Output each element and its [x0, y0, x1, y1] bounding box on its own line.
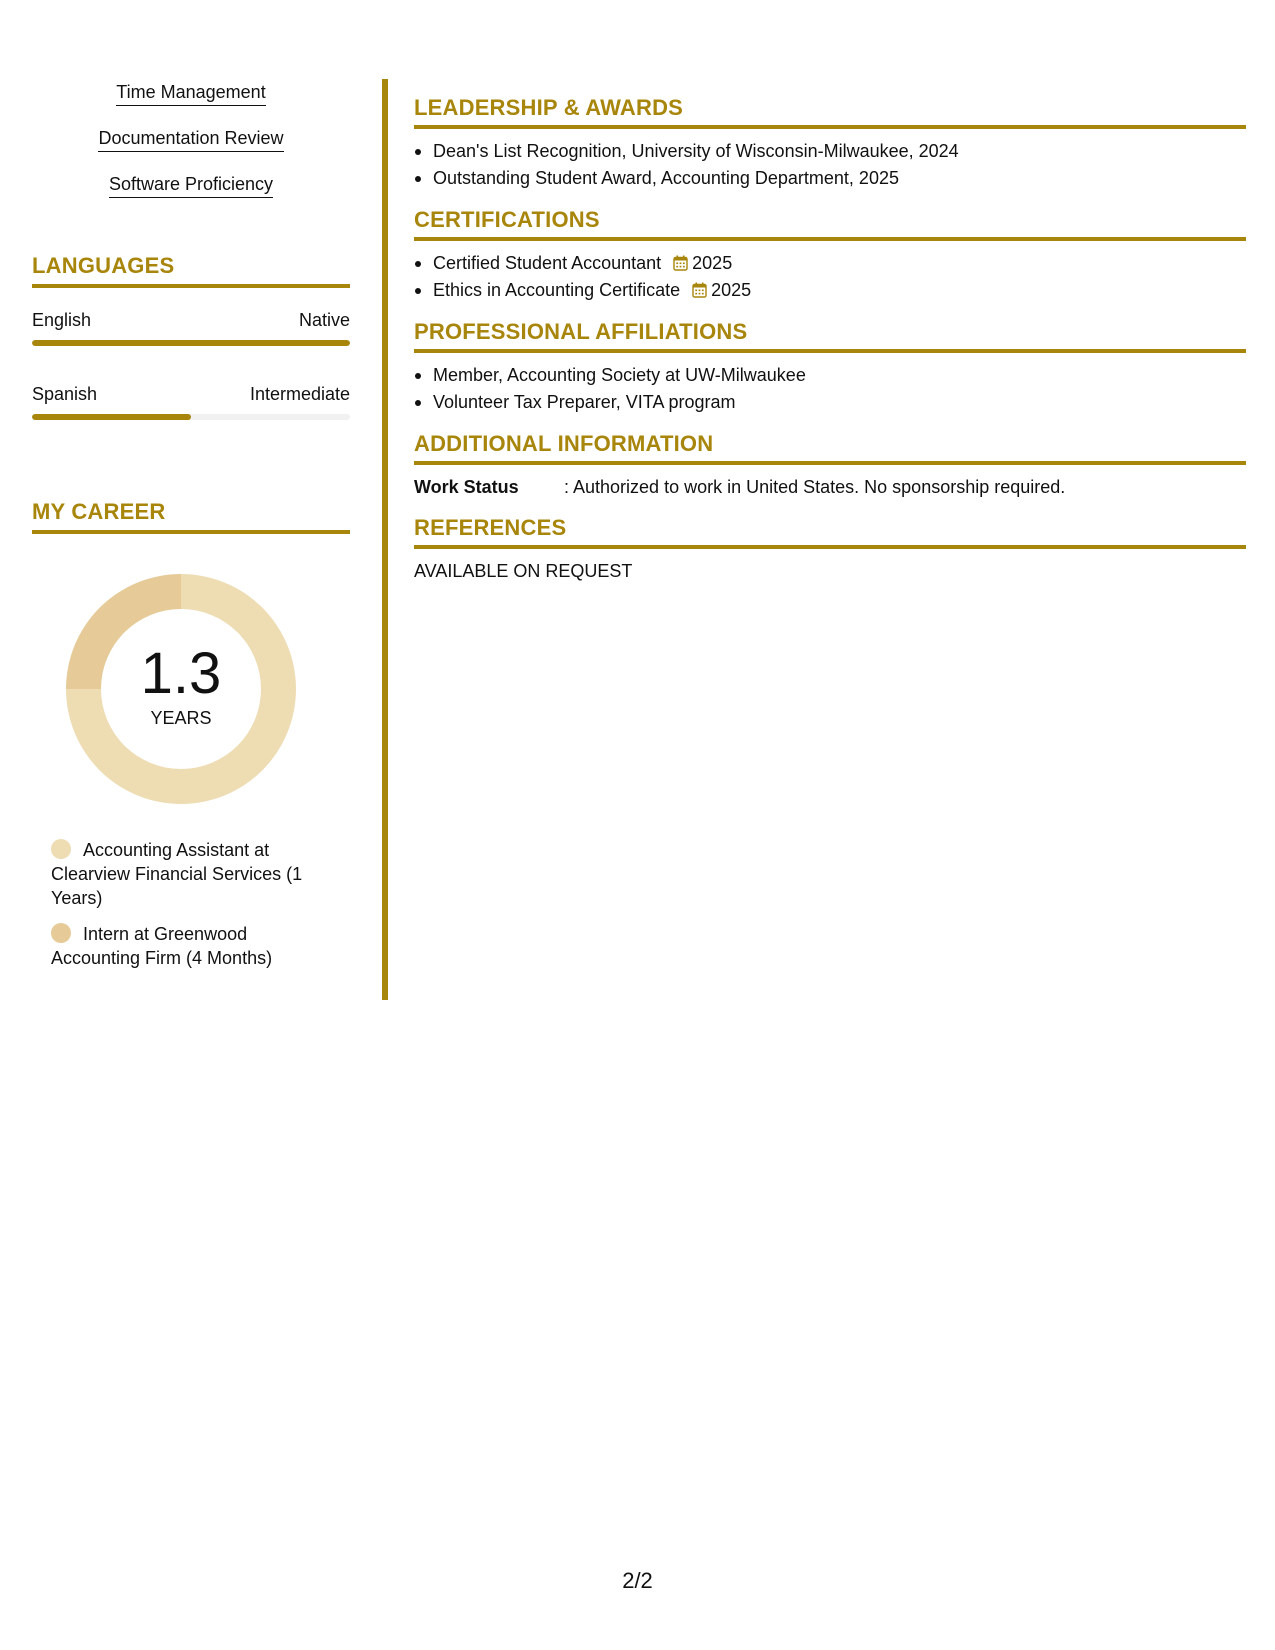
languages-title: LANGUAGES — [32, 252, 350, 288]
list-item — [414, 277, 1246, 304]
language-proficiency-fill — [32, 340, 350, 346]
work-status-value: : Authorized to work in United States. No sponsorship required. — [564, 477, 1066, 497]
references-section — [414, 514, 1246, 584]
skills-list — [32, 80, 350, 218]
career-title: MY CAREER — [32, 498, 350, 534]
certification-name: Ethics in Accounting Certificate — [433, 280, 681, 300]
legend-label: Intern at Greenwood Accounting Firm (4 Months) — [51, 924, 273, 968]
language-name: Spanish — [32, 384, 98, 404]
references-text: AVAILABLE ON REQUEST — [414, 561, 633, 581]
list-item: Outstanding Student Award, Accounting Department, 2025 — [414, 165, 1246, 192]
list-item: Dean's List Recognition, University of Wisconsin-Milwaukee, 2024 — [414, 138, 1246, 165]
calendar-icon — [673, 255, 688, 271]
page-number: 2/2 — [622, 1568, 653, 1593]
right-column — [414, 94, 1246, 598]
left-column — [32, 80, 350, 982]
career-section — [32, 498, 350, 970]
affiliations-title: PROFESSIONAL AFFILIATIONS — [414, 318, 1246, 353]
certification-year: 2025 — [711, 280, 752, 300]
references-title: REFERENCES — [414, 514, 1246, 549]
list-item: Volunteer Tax Preparer, VITA program — [414, 389, 1246, 416]
legend-label: Accounting Assistant at Clearview Financial Services (1 Years) — [51, 840, 303, 908]
legend-dot — [51, 923, 71, 943]
affiliations-list — [414, 362, 1246, 416]
work-status-label: Work Status — [414, 477, 519, 497]
skill-item: Software Proficiency — [109, 172, 273, 198]
work-status-row — [414, 474, 1246, 500]
calendar-icon — [692, 282, 707, 298]
list-item: Member, Accounting Society at UW-Milwaukee — [414, 362, 1246, 389]
language-level: Intermediate — [249, 384, 350, 404]
language-proficiency-bar — [32, 340, 350, 346]
additional-info-title: ADDITIONAL INFORMATION — [414, 430, 1246, 465]
legend-item — [51, 922, 312, 970]
language-proficiency-bar — [32, 414, 350, 420]
additional-info-section — [414, 430, 1246, 500]
leadership-list — [414, 138, 1246, 192]
skill-item: Time Management — [116, 80, 265, 106]
skill-item: Documentation Review — [98, 126, 283, 152]
language-item — [32, 382, 350, 420]
language-name: English — [32, 310, 92, 330]
certification-year: 2025 — [692, 253, 733, 273]
certifications-list — [414, 250, 1246, 304]
certifications-section — [414, 206, 1246, 304]
leadership-section — [414, 94, 1246, 192]
career-donut-chart — [66, 574, 296, 804]
language-proficiency-fill — [32, 414, 191, 420]
leadership-title: LEADERSHIP & AWARDS — [414, 94, 1246, 129]
languages-section — [32, 252, 350, 420]
affiliations-section — [414, 318, 1246, 416]
language-item — [32, 308, 350, 346]
career-total-unit: YEARS — [150, 708, 212, 728]
certification-name: Certified Student Accountant — [433, 253, 662, 273]
legend-item — [51, 838, 312, 910]
certifications-title: CERTIFICATIONS — [414, 206, 1246, 241]
list-item — [414, 250, 1246, 277]
legend-dot — [51, 839, 71, 859]
column-divider — [382, 79, 388, 1000]
career-legend — [32, 838, 312, 970]
career-total-value: 1.3 — [140, 641, 222, 706]
language-level: Native — [298, 310, 350, 330]
